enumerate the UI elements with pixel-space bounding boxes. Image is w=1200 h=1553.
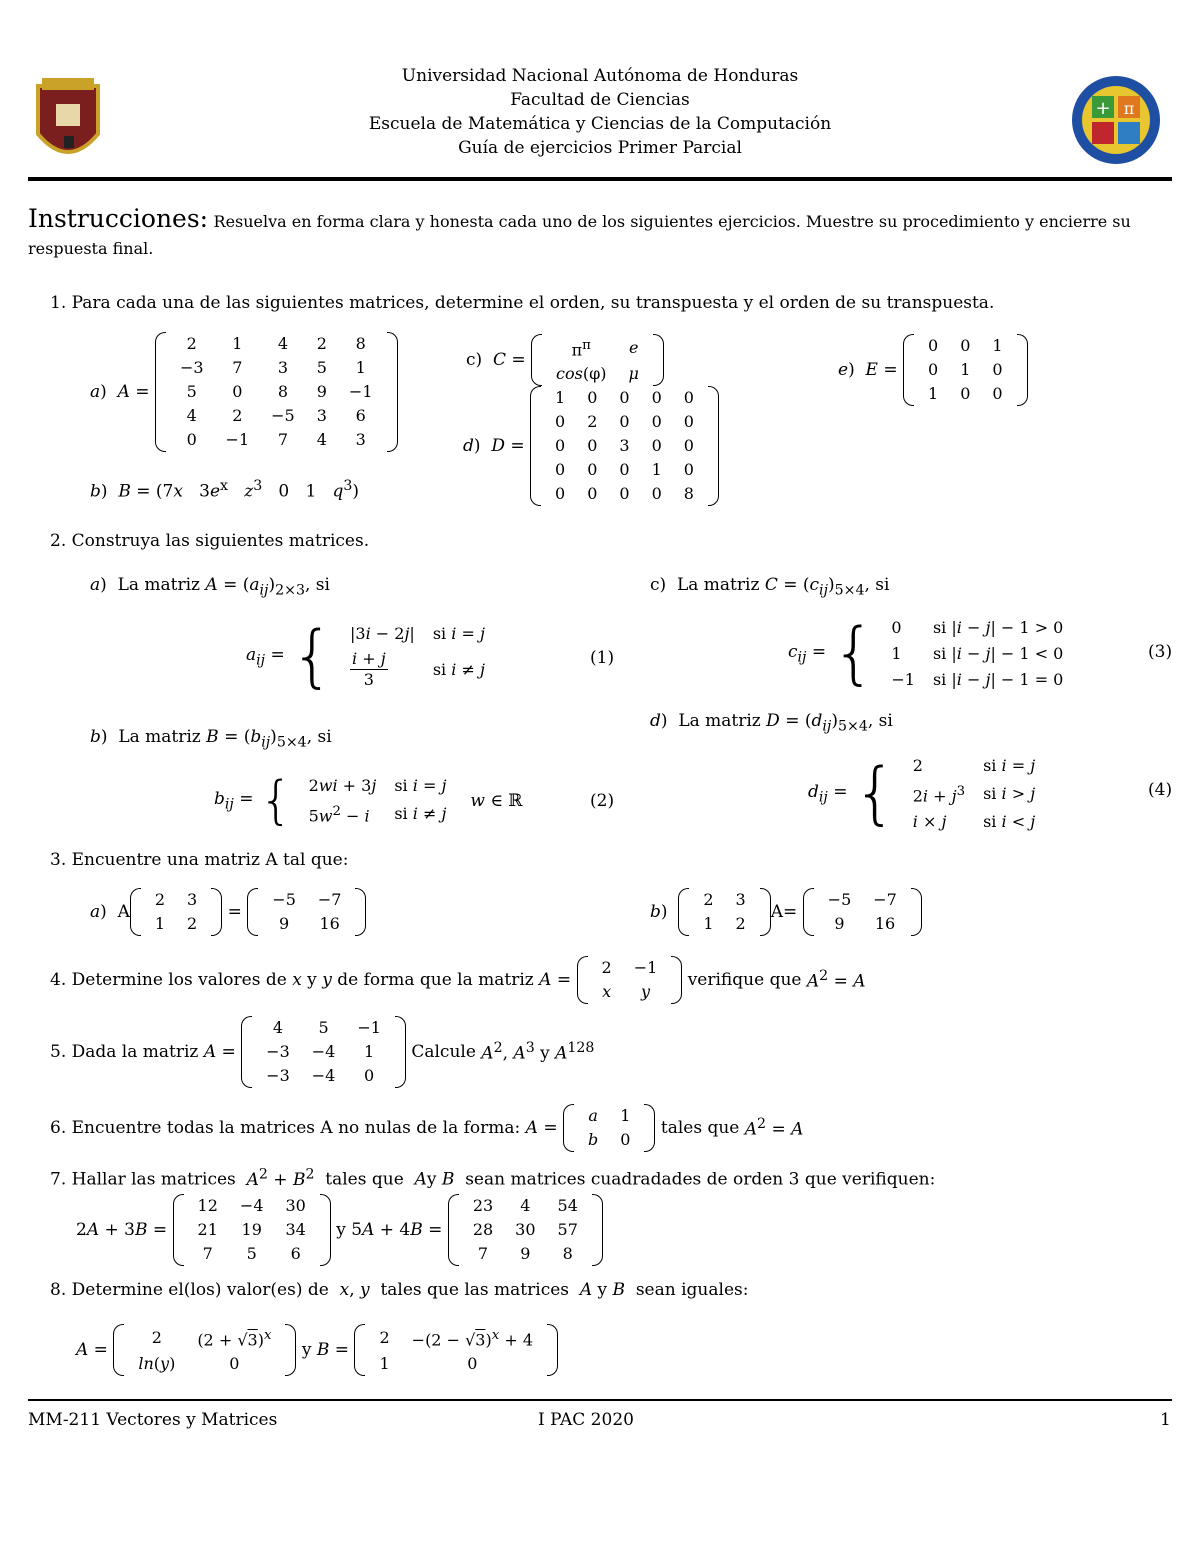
matrix-cell: 0 bbox=[683, 388, 694, 407]
problem-5-text-a: 5. Dada la matriz bbox=[50, 1042, 199, 1062]
matrix-cell: 3 bbox=[316, 406, 327, 425]
matrix-cell: 5 bbox=[318, 1018, 329, 1037]
matrix-cell: −3 bbox=[266, 1066, 290, 1085]
matrix-cell: 7 bbox=[232, 358, 243, 377]
matrix-cell: 4 bbox=[316, 430, 327, 449]
matrix-cell: −3 bbox=[179, 358, 204, 377]
page-header bbox=[369, 64, 831, 160]
matrix-cell: 0 bbox=[651, 388, 662, 407]
matrix-cell: 0 bbox=[960, 336, 971, 355]
matrix-cell: 21 bbox=[197, 1220, 218, 1239]
matrix-cell: 2 bbox=[735, 914, 746, 933]
matrix-cell: 0 bbox=[928, 336, 939, 355]
instructions-heading: Instrucciones: bbox=[28, 204, 209, 233]
matrix-cell: 4 bbox=[520, 1196, 531, 1215]
matrix-cell: 30 bbox=[285, 1196, 306, 1215]
problem-2d-label: d) La matriz $D = (d_{ij})_{5\times 4}$, si bbox=[650, 711, 893, 735]
matrix-cell: 28 bbox=[472, 1220, 494, 1239]
matrix-cell: 16 bbox=[319, 914, 340, 933]
problem-5-text-b: Calcule bbox=[411, 1042, 476, 1062]
svg-text:π: π bbox=[1123, 99, 1135, 118]
matrix-cell: 1 bbox=[651, 460, 662, 479]
problem-8-text-c: sean iguales: bbox=[635, 1280, 749, 1300]
problem-4-text-a: 4. Determine los valores de bbox=[50, 970, 287, 990]
eq-number-4: (4) bbox=[1148, 780, 1173, 800]
matrix-cell: 3 bbox=[735, 890, 746, 909]
matrix-cell: 0 bbox=[555, 436, 566, 455]
matrix-cell: 2 bbox=[316, 334, 327, 353]
matrix-s7 bbox=[187, 1194, 317, 1266]
matrix-cell: −4 bbox=[311, 1042, 336, 1061]
matrix-cell: 1 bbox=[960, 360, 971, 379]
matrix-cell: 1 bbox=[355, 358, 366, 377]
problem-6-text-a: 6. Encuentre todas la matrices A no nulas de la forma: bbox=[50, 1118, 521, 1138]
matrix-cell: −4 bbox=[239, 1196, 264, 1215]
matrix-cell: 0 bbox=[619, 412, 630, 431]
problem-7-text-b: tales que bbox=[325, 1169, 404, 1190]
matrix-cell: −1 bbox=[357, 1018, 381, 1037]
matrix-cell: 2 bbox=[703, 890, 714, 909]
faculty-logo bbox=[1070, 74, 1162, 166]
matrix-cell: 7 bbox=[277, 430, 289, 449]
matrix-1a: a) A = 2 1 4 2 8 −3 7 3 5 1 5 0 8 9 −1 4 2 −5 3 6 0 −1 7 4 3 bbox=[90, 332, 398, 452]
matrix-m3 bbox=[144, 888, 208, 936]
faculty-name: Facultad de Ciencias bbox=[510, 90, 690, 110]
matrix-r3 bbox=[817, 888, 908, 936]
matrix-cell: 0 bbox=[555, 412, 566, 431]
matrix-cell: 2 bbox=[186, 334, 197, 353]
problem-8-text-b: tales que las matrices bbox=[380, 1280, 569, 1300]
problem-2: 2. Construya las siguientes matrices. bbox=[50, 531, 370, 551]
matrix-cell: 0 bbox=[587, 388, 598, 407]
matrix-cell: −1 bbox=[348, 382, 373, 401]
matrix-cell: 8 bbox=[277, 382, 289, 401]
problem-2c-label: c) La matriz $C = (c_{ij})_{5\times 4}$, si bbox=[650, 575, 890, 599]
matrix-1b: b) B = (7x $3e^x$ $z^3$ 0 1 $q^3$) bbox=[90, 478, 360, 502]
matrix-cell: −1 bbox=[225, 430, 250, 449]
matrix-cell: 8 bbox=[562, 1244, 573, 1263]
matrix-cell: 1 bbox=[232, 334, 243, 353]
matrix-d1 bbox=[544, 386, 705, 506]
matrix-cell: 0 bbox=[619, 460, 630, 479]
matrix-cell: 5 bbox=[246, 1244, 257, 1263]
matrix-cell: 54 bbox=[557, 1196, 578, 1215]
matrix-cell: 3 bbox=[619, 436, 630, 455]
instructions-text-2: respuesta final. bbox=[28, 239, 154, 258]
matrix-t7 bbox=[462, 1194, 589, 1266]
matrix-e1 bbox=[917, 334, 1014, 406]
matrix-cell: 5 bbox=[316, 358, 327, 377]
matrix-cell: 0 bbox=[619, 388, 630, 407]
matrix-r3 bbox=[261, 888, 352, 936]
matrix-cell: 2 bbox=[187, 914, 198, 933]
matrix-cell: 12 bbox=[197, 1196, 218, 1215]
problem-3a: a) A 2 3 1 2 = −5 −7 9 16 bbox=[90, 888, 366, 936]
matrix-cell: 9 bbox=[279, 914, 290, 933]
matrix-cell: 7 bbox=[477, 1244, 489, 1263]
school-name: Escuela de Matemática y Ciencias de la Computación bbox=[368, 114, 832, 134]
matrix-cell: 8 bbox=[355, 334, 366, 353]
problem-2b-label: b) La matriz $B = (b_{ij})_{5\times 4}$, si bbox=[90, 727, 332, 751]
eq-number-1: (1) bbox=[590, 648, 615, 668]
matrix-cell: −3 bbox=[266, 1042, 290, 1061]
footer-course: MM-211 Vectores y Matrices bbox=[28, 1410, 278, 1430]
matrix-cell: 0 bbox=[186, 430, 197, 449]
matrix-cell: 6 bbox=[355, 406, 366, 425]
matrix-cell: 0 bbox=[587, 436, 598, 455]
matrix-cell: −5 bbox=[271, 406, 295, 425]
problem-7-text-c: sean matrices cuadradades de orden 3 que verifiquen: bbox=[465, 1169, 936, 1190]
matrix-cell: 0 bbox=[992, 384, 1003, 403]
matrix-1d: d) D = 1 0 0 0 0 0 2 0 0 0 0 0 3 0 0 0 0 0 1 0 0 0 0 0 8 bbox=[463, 386, 719, 506]
matrix-cell: 0 bbox=[555, 484, 566, 503]
matrix-cell: −7 bbox=[317, 890, 342, 909]
problem-8-text-a: 8. Determine el(los) valor(es) de bbox=[50, 1280, 329, 1300]
matrix-cell: 1 bbox=[154, 914, 166, 933]
matrix-cell: 9 bbox=[834, 914, 845, 933]
matrix-cell: 9 bbox=[316, 382, 327, 401]
matrix-cell: 0 bbox=[232, 382, 243, 401]
matrix-cell: 9 bbox=[520, 1244, 531, 1263]
matrix-cell: −4 bbox=[311, 1066, 336, 1085]
matrix-cell: 34 bbox=[285, 1220, 306, 1239]
matrix-cell: 6 bbox=[290, 1244, 301, 1263]
problem-5: 5. Dada la matriz A = 4 5 −1 −3 −4 1 −3 −4 0 Calcule $A^2$, $A^3$ y $A^{128}$ bbox=[50, 1016, 594, 1088]
equation-4: $d_{ij}$ = { 2 si i = j $2i + j^3$ si i > j i × j si i < j bbox=[808, 754, 1036, 834]
matrix-cell: 19 bbox=[241, 1220, 262, 1239]
matrix-cell: −7 bbox=[873, 890, 897, 909]
matrix-cell: 5 bbox=[186, 382, 197, 401]
matrix-cell: 57 bbox=[557, 1220, 578, 1239]
matrix-cell: 0 bbox=[992, 360, 1003, 379]
problem-3b: b) 2 3 1 2 A= −5 −7 9 16 bbox=[650, 888, 922, 936]
matrix-cell: 0 bbox=[555, 460, 566, 479]
matrix-cell: 0 bbox=[651, 484, 662, 503]
svg-text:+: + bbox=[1095, 98, 1111, 119]
matrix-cell: 0 bbox=[587, 460, 598, 479]
matrix-cell: 23 bbox=[472, 1196, 494, 1215]
matrix-cell: 0 bbox=[651, 436, 662, 455]
matrix-cell: 1 bbox=[703, 914, 714, 933]
equation-1: $a_{ij}$ = { |3i − 2j| si i = j $\frac{i + j}{3}$ si i ≠ j bbox=[246, 616, 485, 696]
matrix-cell: 2 bbox=[154, 890, 166, 909]
matrix-cell: 0 bbox=[651, 412, 662, 431]
university-name: Universidad Nacional Autónoma de Honduras bbox=[401, 66, 799, 86]
matrix-cell: 3 bbox=[187, 890, 198, 909]
problem-4-text-c: verifique que bbox=[687, 970, 802, 990]
matrix-cell: 30 bbox=[515, 1220, 536, 1239]
problem-6: 6. Encuentre todas la matrices A no nulas de la forma: A = a 1 b 0 tales que $A^2 = A$ bbox=[50, 1104, 803, 1152]
problem-6-text-b: tales que bbox=[660, 1118, 740, 1138]
matrix-a5 bbox=[255, 1016, 392, 1088]
matrix-cell: 0 bbox=[587, 484, 598, 503]
footer-page-number: 1 bbox=[1160, 1410, 1171, 1430]
guide-title: Guía de ejercicios Primer Parcial bbox=[458, 138, 742, 158]
unah-logo bbox=[34, 74, 102, 170]
problem-4-text-b: de forma que la matriz bbox=[337, 970, 534, 990]
matrix-cell: 1 bbox=[928, 384, 939, 403]
problem-2a-label: a) La matriz $A = (a_{ij})_{2\times 3}$, si bbox=[90, 575, 330, 599]
footer-term: I PAC 2020 bbox=[538, 1410, 634, 1430]
problem-1: 1. Para cada una de las siguientes matrices, determine el orden, su transpuesta y el orden de su transpuesta. bbox=[50, 293, 995, 313]
eq-number-2: (2) bbox=[590, 791, 615, 811]
matrix-m3 bbox=[692, 888, 756, 936]
matrix-cell: 1 bbox=[992, 336, 1003, 355]
matrix-cell: 0 bbox=[619, 484, 630, 503]
matrix-cell: 2 bbox=[587, 412, 598, 431]
matrix-1e: e) E = 0 0 1 0 1 0 1 0 0 bbox=[838, 334, 1028, 406]
instructions-text: Resuelva en forma clara y honesta cada uno de los siguientes ejercicios. Muestre su procedimiento y encierre su bbox=[213, 212, 1131, 231]
instructions bbox=[28, 204, 1131, 233]
matrix-cell: 0 bbox=[960, 384, 971, 403]
problem-8: 8. Determine el(los) valor(es) de x, y tales que las matrices A y B sean iguales: bbox=[50, 1280, 749, 1300]
problem-8-equations: A = 2 $(2 + √3)^x$ ln(y) 0 y B = 2 $-(2 - √3)^x + 4$ 1 0 bbox=[76, 1324, 558, 1376]
matrix-cell: 1 bbox=[364, 1042, 375, 1061]
matrix-cell: 0 bbox=[683, 460, 694, 479]
matrix-cell: −5 bbox=[827, 890, 852, 909]
footer-rule bbox=[28, 1399, 1172, 1401]
equation-3: $c_{ij}$ = { 0 si |i − j| − 1 > 0 1 si |i − j| − 1 < 0 −1 si |i − j| − 1 = 0 bbox=[788, 614, 1064, 693]
matrix-cell: 4 bbox=[186, 406, 197, 425]
matrix-cell: 7 bbox=[202, 1244, 213, 1263]
matrix-cell: 0 bbox=[683, 412, 694, 431]
matrix-1c: c) C = $\pi^\pi$ e cos(φ) μ bbox=[466, 334, 664, 386]
matrix-cell: 0 bbox=[683, 436, 694, 455]
problem-4: 4. Determine los valores de x y y de forma que la matriz A = 2 −1 x y verifique que $A^2 = A$ bbox=[50, 956, 866, 1004]
problem-7: 7. Hallar las matrices $A^2 + B^2$ tales que Ay B sean matrices cuadradades de orden 3 que verifiquen: bbox=[50, 1166, 936, 1190]
matrix-cell: 8 bbox=[683, 484, 694, 503]
equation-2: $b_{ij}$ = { 2wi + 3j si i = j $5w^2 - i$ si i ≠ j w ∈ ℝ bbox=[214, 771, 523, 832]
eq-number-3: (3) bbox=[1148, 642, 1173, 662]
problem-7-text-a: 7. Hallar las matrices bbox=[50, 1169, 236, 1190]
matrix-a1 bbox=[169, 332, 384, 452]
matrix-cell: 3 bbox=[355, 430, 366, 449]
header-rule bbox=[28, 177, 1172, 181]
matrix-cell: 3 bbox=[277, 358, 289, 377]
matrix-cell: 0 bbox=[928, 360, 939, 379]
matrix-cell: 1 bbox=[555, 388, 566, 407]
matrix-cell: 4 bbox=[272, 1018, 284, 1037]
matrix-cell: 16 bbox=[874, 914, 896, 933]
problem-7-equations: 2A + 3B = 12 −4 30 21 19 34 7 5 6 y 5A + 4B = 23 4 54 28 30 57 7 9 8 bbox=[76, 1194, 603, 1266]
matrix-cell: 4 bbox=[277, 334, 289, 353]
matrix-cell: 0 bbox=[364, 1066, 375, 1085]
matrix-cell: −5 bbox=[272, 890, 296, 909]
matrix-cell: 2 bbox=[232, 406, 243, 425]
problem-3: 3. Encuentre una matriz A tal que: bbox=[50, 850, 349, 870]
